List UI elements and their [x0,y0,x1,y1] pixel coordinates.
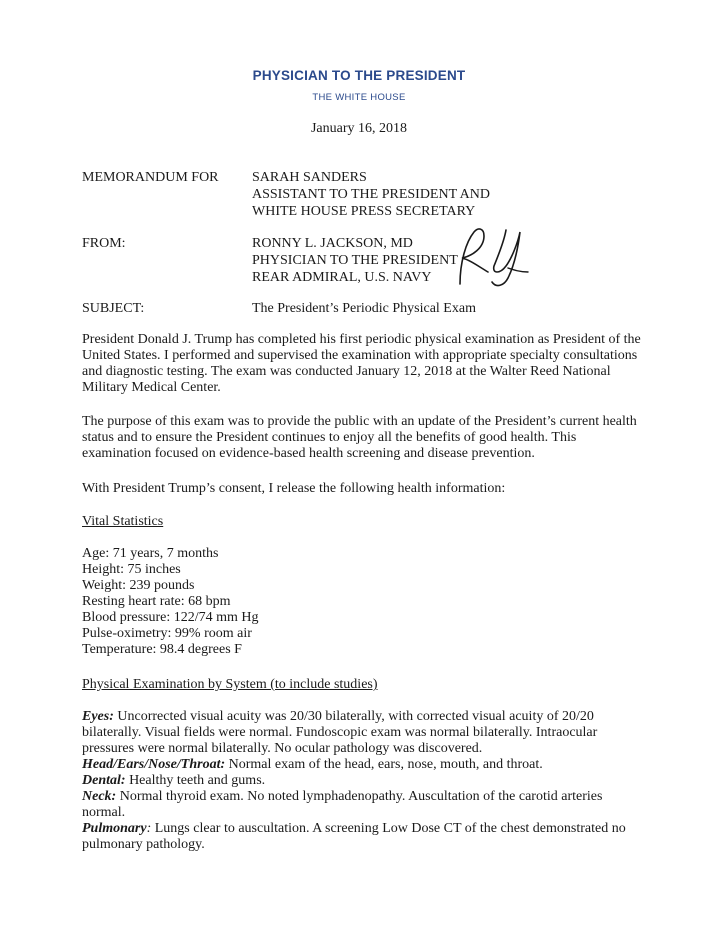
pulmonary-text: Lungs clear to auscultation. A screening Low Dose CT of the chest demonstrated no pulmonary pathology. [82,821,626,852]
body-paragraph-2: The purpose of this exam was to provide the public with an update of the President’s current health status and to ensure the President continues to enjoy all the benefits of good health. This examination focused on evidence-based health screening and disease prevention. [82,414,637,461]
vital-weight: Weight: 239 pounds [82,578,195,593]
vital-age: Age: 71 years, 7 months [82,546,219,561]
memo-from-label: FROM: [82,236,126,251]
letterhead-subtitle: THE WHITE HOUSE [312,92,406,103]
exam-title: Physical Examination by System (to include studies) [82,677,378,692]
memo-for-label: MEMORANDUM FOR [82,170,219,185]
exam-eyes [82,709,642,757]
dental-text: Healthy teeth and gums. [125,773,266,788]
vital-height: Height: 75 inches [82,562,181,577]
exam-neck [82,789,642,821]
sender-title-1: PHYSICIAN TO THE PRESIDENT [252,253,458,268]
neck-label: Neck: [82,789,117,804]
recipient-title-1: ASSISTANT TO THE PRESIDENT AND [252,187,490,202]
dental-label: Dental: [82,773,126,788]
vital-pulse-oximetry: Pulse-oximetry: 99% room air [82,626,252,641]
memo-from-sender [252,235,458,286]
heent-text: Normal exam of the head, ears, nose, mouth, and throat. [225,757,543,772]
vital-heart-rate: Resting heart rate: 68 bpm [82,594,231,609]
body-paragraph-1: President Donald J. Trump has completed his first periodic physical examination as President of the United States. I performed and supervised the examination with appropriate specialty consultations and diagnostic testing. The exam was conducted January 12, 2018 at the Walter Reed National Military Medical Center. [82,332,641,395]
eyes-label: Eyes: [82,709,114,724]
heent-label: Head/Ears/Nose/Throat: [82,757,226,772]
vital-blood-pressure: Blood pressure: 122/74 mm Hg [82,610,259,625]
vitals-list [82,546,642,658]
exam-findings [82,709,642,853]
exam-pulmonary [82,821,642,853]
recipient-title-2: WHITE HOUSE PRESS SECRETARY [252,204,476,219]
vitals-title: Vital Statistics [82,514,164,529]
signature-image [448,222,534,290]
vital-temperature: Temperature: 98.4 degrees F [82,642,242,657]
exam-dental [82,773,642,789]
recipient-name: SARAH SANDERS [252,170,367,185]
pulmonary-label: Pulmonary [82,821,147,836]
sender-title-2: REAR ADMIRAL, U.S. NAVY [252,270,432,285]
eyes-text: Uncorrected visual acuity was 20/30 bilaterally, with corrected visual acuity of 20/20 bilaterally. Visual fields were normal. Fundoscopic exam was normal bilaterally. Intraocular pressures were normal bilaterally. No ocular pathology was discovered. [82,709,598,756]
neck-text: Normal thyroid exam. No noted lymphadenopathy. Auscultation of the carotid arteries normal. [82,789,603,820]
vitals-section-title [82,514,642,530]
memo-subject: The President’s Periodic Physical Exam [252,301,476,316]
exam-section-title [82,677,642,693]
letterhead-title: PHYSICIAN TO THE PRESIDENT [252,68,466,83]
memo-subject-label: SUBJECT: [82,301,145,316]
memo-date: January 16, 2018 [310,121,408,136]
pulmonary-colon: : [146,821,152,836]
sender-name: RONNY L. JACKSON, MD [252,236,413,251]
memo-for-recipient [252,169,490,220]
exam-heent [82,757,642,773]
body-paragraph-3: With President Trump’s consent, I release the following health information: [82,481,506,496]
